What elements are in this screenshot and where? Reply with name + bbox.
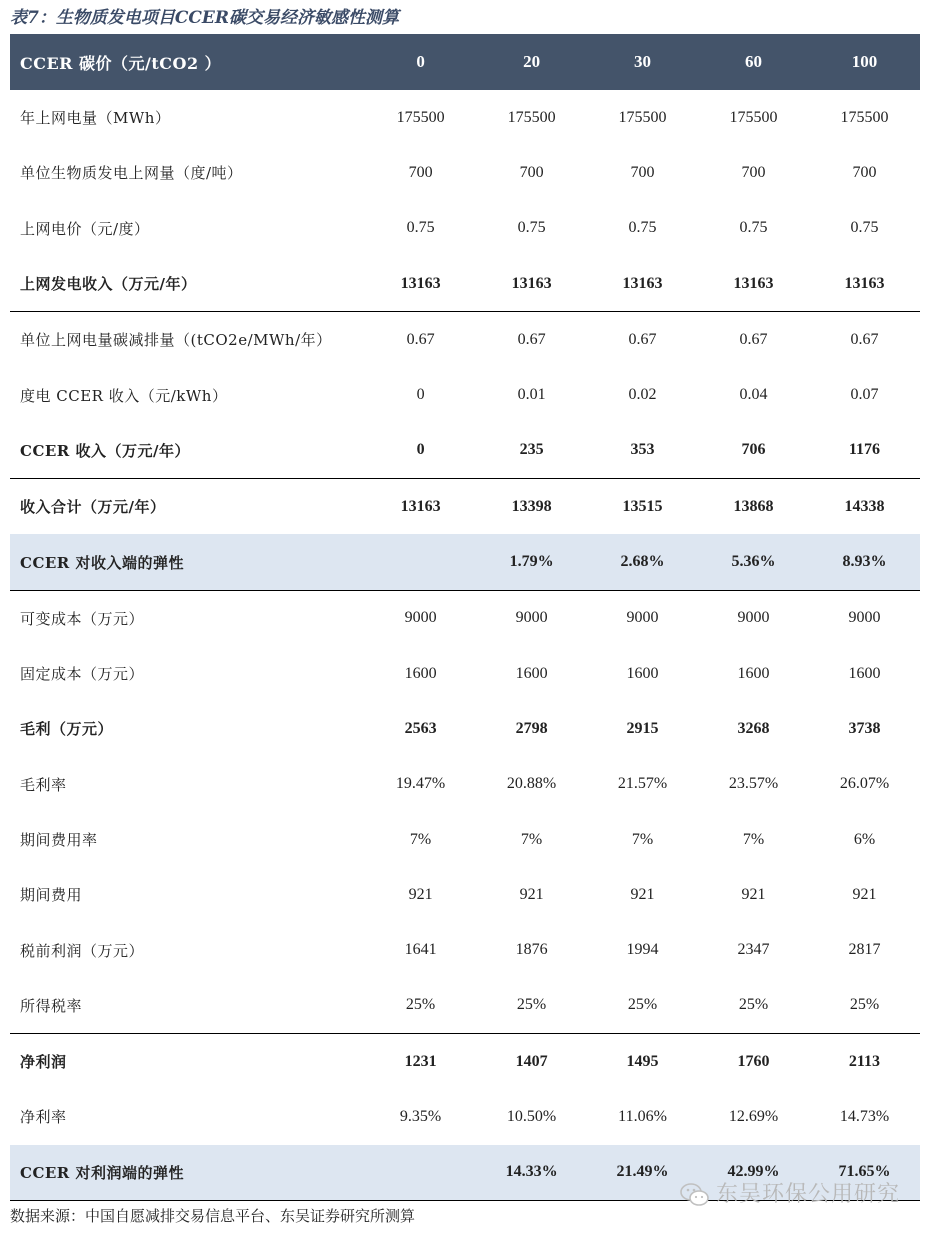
row-label: 期间费用率 [20,831,98,849]
cell-value: 42.99% [698,1145,809,1201]
row-label: 净利率 [20,1108,67,1127]
header-price-0: 0 [365,34,476,90]
cell-value: 25% [849,996,880,1014]
cell-value: 175500 [729,108,778,126]
cell-value: 1495 [587,1034,698,1090]
cell-value: 7% [520,830,543,848]
row-label: 净利润 [10,1034,365,1090]
cell-value: 175500 [618,108,667,126]
table-row [10,1089,920,1144]
source-note: 数据来源：中国自愿减排交易信息平台、东吴证券研究所测算 [10,1207,416,1225]
cell-value: 0.75 [850,219,879,237]
cell-value: 19.47% [395,775,446,793]
cell-value: 9000 [587,590,698,646]
cell-value: 700 [852,163,877,181]
cell-value: 0.67 [698,312,809,368]
cell-value: 9000 [698,590,809,646]
cell-value: 13515 [587,479,698,535]
cell-value: 1994 [626,941,659,959]
cell-value: 13163 [622,274,663,292]
cell-value: 3738 [848,719,881,737]
row-label: CCER 对收入端的弹性 [10,534,365,590]
cell-value: 71.65% [809,1145,920,1201]
cell-value: 2817 [848,941,881,959]
cell-value: 25% [627,996,658,1014]
header-price-60: 60 [698,34,809,90]
cell-value: 7% [631,830,654,848]
cell-value: 8.93% [809,534,920,590]
cell-value: 2563 [404,719,437,737]
cell-value: 2915 [626,719,659,737]
wechat-icon [680,1182,710,1208]
cell-value: 2.68% [587,534,698,590]
header-price-30: 30 [587,34,698,90]
cell-value: 1600 [737,664,770,682]
cell-value: 921 [408,885,433,903]
table-row [10,867,920,922]
row-label: 年上网电量（MWh） [20,109,171,128]
cell-value: 12.69% [728,1107,779,1125]
cell-value: 6% [853,830,876,848]
row-label: 单位上网电量碳减排量（(tCO2e/MWh/年） [10,312,365,368]
header-price-100: 100 [809,34,920,90]
row-label: 上网电价（元/度） [20,219,150,238]
cell-value: 0.04 [739,386,768,404]
sensitivity-table [10,34,920,1201]
table-row [10,1034,920,1090]
table-row [10,646,920,701]
table-row [10,812,920,867]
row-label: 可变成本（万元） [10,590,365,646]
table-row [10,701,920,756]
cell-value: 13163 [511,274,552,292]
row-label: 所得税率 [20,996,83,1015]
cell-value: 0 [416,441,425,459]
cell-value: 13398 [476,479,587,535]
cell-value: 14338 [809,479,920,535]
cell-value: 0.67 [476,312,587,368]
cell-value: 175500 [840,108,889,126]
row-label: CCER 对利润端的弹性 [10,1145,365,1201]
cell-value: 921 [852,885,877,903]
cell-value: 0.75 [406,219,435,237]
table-row [10,978,920,1034]
cell-value: 1600 [848,664,881,682]
table-row [10,90,920,145]
cell-value: 0.07 [850,386,879,404]
cell-value: 1760 [698,1034,809,1090]
cell-value: 1407 [476,1034,587,1090]
cell-value: 0.02 [628,386,657,404]
row-label: 收入合计（万元/年） [10,479,365,535]
row-label: 期间费用 [20,886,83,905]
cell-value: 700 [630,163,655,181]
cell-value: 25% [738,996,769,1014]
header-row [10,34,920,90]
cell-value: 7% [742,830,765,848]
cell-value: 921 [741,885,766,903]
row-label: 税前利润（万元） [20,941,145,960]
cell-value: 13163 [400,274,441,292]
cell-value: 0.67 [809,312,920,368]
cell-value: 11.06% [618,1107,667,1125]
cell-value: 0.75 [739,219,768,237]
row-label: 毛利（万元） [20,720,114,739]
table-row [10,534,920,590]
cell-value: 0 [416,386,425,404]
cell-value: 0.75 [517,219,546,237]
cell-value [365,1145,476,1201]
cell-value: 13163 [733,274,774,292]
watermark-text: 东吴环保公用研究 [716,1182,901,1207]
cell-value: 7% [409,830,432,848]
cell-value: 175500 [396,108,445,126]
cell-value: 1641 [404,941,437,959]
cell-value: 9000 [365,590,476,646]
cell-value: 921 [630,885,655,903]
cell-value: 1.79% [476,534,587,590]
table-row [10,145,920,200]
cell-value: 13163 [844,274,885,292]
cell-value: 2113 [809,1034,920,1090]
cell-value: 1600 [404,664,437,682]
row-label: 固定成本（万元） [20,665,145,684]
row-label: CCER 收入（万元/年） [20,441,190,460]
cell-value: 921 [519,885,544,903]
table-row [10,423,920,479]
table-row [10,201,920,256]
table-title: 表7：生物质发电项目CCER碳交易经济敏感性测算 [10,8,399,28]
cell-value: 700 [741,163,766,181]
cell-value: 13868 [698,479,809,535]
cell-value: 25% [516,996,547,1014]
row-label: 上网发电收入（万元/年） [20,275,197,294]
cell-value: 2798 [515,719,548,737]
cell-value: 1876 [515,941,548,959]
cell-value: 2347 [737,941,770,959]
cell-value: 21.57% [617,775,668,793]
watermark [680,1180,900,1210]
table-row [10,312,920,368]
cell-value: 1600 [626,664,659,682]
table-row [10,479,920,535]
cell-value: 9000 [476,590,587,646]
cell-value: 9.35% [399,1107,442,1125]
header-price-20: 20 [476,34,587,90]
cell-value: 0.01 [517,386,546,404]
cell-value: 0.67 [365,312,476,368]
cell-value: 9000 [809,590,920,646]
row-label: 毛利率 [20,775,67,794]
cell-value: 20.88% [506,775,557,793]
cell-value [365,534,476,590]
table-row [10,590,920,646]
cell-value: 23.57% [728,775,779,793]
cell-value: 10.50% [506,1107,557,1125]
cell-value: 14.73% [839,1107,890,1125]
cell-value: 25% [405,996,436,1014]
table-row [10,922,920,977]
cell-value: 1176 [848,441,881,459]
cell-value: 1231 [365,1034,476,1090]
cell-value: 26.07% [839,775,890,793]
cell-value: 1600 [515,664,548,682]
cell-value: 21.49% [587,1145,698,1201]
cell-value: 13163 [365,479,476,535]
row-label: 单位生物质发电上网量（度/吨） [20,164,243,183]
cell-value: 0.75 [628,219,657,237]
cell-value: 175500 [507,108,556,126]
cell-value: 0.67 [587,312,698,368]
cell-value: 3268 [737,719,770,737]
cell-value: 353 [630,441,655,459]
cell-value: 700 [519,163,544,181]
header-label: CCER 碳价（元/tCO2 ） [10,34,365,90]
table-row [10,256,920,312]
cell-value: 14.33% [476,1145,587,1201]
cell-value: 700 [408,163,433,181]
row-label: 度电 CCER 收入（元/kWh） [20,386,228,405]
cell-value: 5.36% [698,534,809,590]
cell-value: 706 [741,441,766,459]
table-row [10,757,920,812]
cell-value: 235 [519,441,544,459]
table-row [10,367,920,422]
